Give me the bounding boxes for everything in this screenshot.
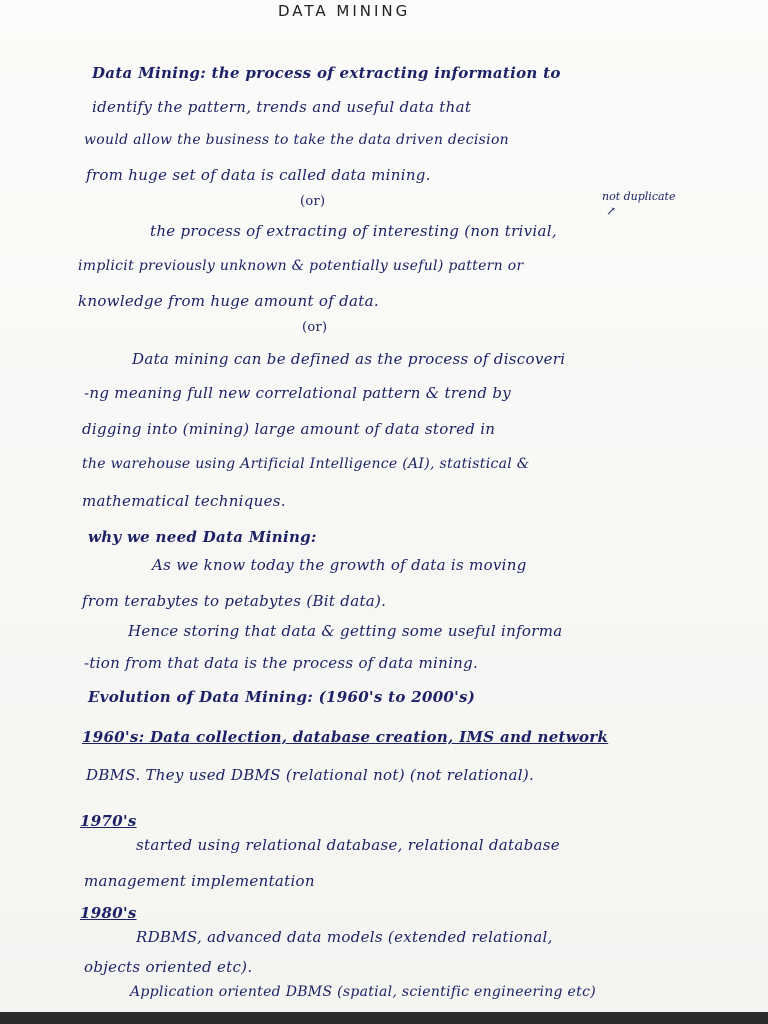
- era-1980s-line-3: Application oriented DBMS (spatial, scientific engineering etc): [130, 984, 596, 1000]
- or-separator-1: (or): [300, 194, 326, 209]
- definition-alt-line-3: knowledge from huge amount of data.: [78, 292, 379, 310]
- era-1980s-label: 1980's: [80, 904, 137, 922]
- definition-alt-line-1: the process of extracting of interesting (non trivial,: [150, 222, 557, 240]
- why-line-2: from terabytes to petabytes (Bit data).: [82, 592, 387, 610]
- era-1970s-label: 1970's: [80, 812, 137, 830]
- era-1970s-line-1: started using relational database, relational database: [136, 836, 560, 854]
- evolution-heading: Evolution of Data Mining: (1960's to 2000's): [88, 688, 476, 706]
- era-1980s-line-1: RDBMS, advanced data models (extended relational,: [136, 928, 553, 946]
- why-line-1: As we know today the growth of data is moving: [152, 556, 527, 574]
- why-line-3: Hence storing that data & getting some useful informa: [128, 622, 563, 640]
- definition-alt2-line-5: mathematical techniques.: [82, 492, 286, 510]
- era-1970s-line-2: management implementation: [84, 872, 315, 890]
- definition-alt2-line-4: the warehouse using Artificial Intelligence (AI), statistical &: [82, 456, 530, 472]
- era-1980s-line-2: objects oriented etc).: [84, 958, 253, 976]
- or-separator-2: (or): [302, 320, 328, 335]
- why-data-mining-heading: why we need Data Mining:: [88, 528, 317, 546]
- definition-line-3: would allow the business to take the data driven decision: [84, 132, 509, 148]
- definition-alt2-line-1: Data mining can be defined as the process of discoveri: [132, 350, 566, 368]
- definition-line-4: from huge set of data is called data mining.: [86, 166, 431, 184]
- definition-line-1: Data Mining: the process of extracting information to: [92, 64, 561, 82]
- page-title: DATA MINING: [278, 2, 411, 20]
- era-1960s-line-2: DBMS. They used DBMS (relational not) (not relational).: [86, 766, 535, 784]
- why-line-4: -tion from that data is the process of data mining.: [84, 654, 479, 672]
- definition-alt-line-2: implicit previously unknown & potentially useful) pattern or: [78, 258, 524, 274]
- margin-annotation: not duplicate: [602, 190, 676, 203]
- era-1960s-line-1: 1960's: Data collection, database creation, IMS and network: [82, 728, 609, 746]
- definition-alt2-line-3: digging into (mining) large amount of data stored in: [82, 420, 496, 438]
- definition-alt2-line-2: -ng meaning full new correlational pattern & trend by: [84, 384, 512, 402]
- definition-line-2: identify the pattern, trends and useful data that: [92, 98, 472, 116]
- annotation-arrow-icon: ↗: [606, 204, 617, 218]
- page-bottom-edge: [0, 1012, 768, 1024]
